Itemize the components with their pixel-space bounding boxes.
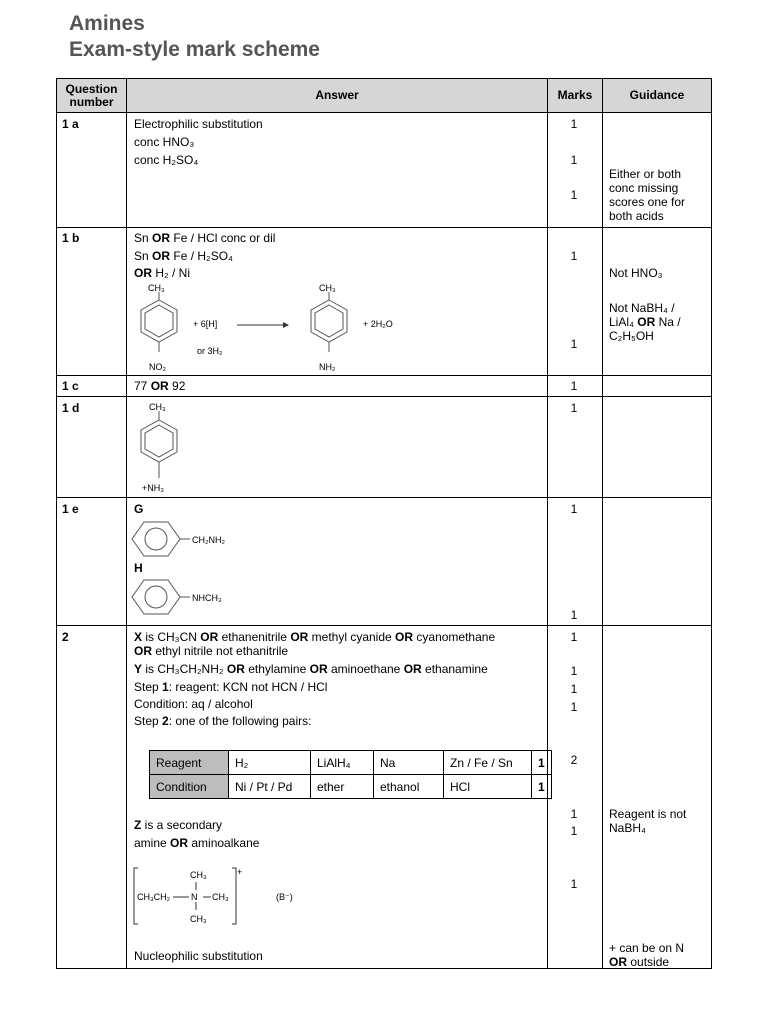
salt-ch3-top: CH₃ — [190, 870, 207, 880]
mark-1a-2: 1 — [570, 153, 578, 167]
table-cell: ether — [311, 775, 374, 799]
question-1e: 1 e — [62, 502, 79, 516]
toluidine-structure — [311, 292, 347, 352]
guidance-2-1a: Reagent is not — [609, 807, 687, 821]
condition-header: Condition — [150, 775, 229, 799]
answer-2-condition: Condition: aq / alcohol — [134, 697, 253, 711]
answer-1b-line1: Sn OR Fe / HCl conc or dil — [134, 231, 276, 245]
guidance-2-2a: + can be on N — [609, 941, 685, 955]
salt-ethyl: CH₃CH₂ — [137, 892, 171, 902]
guidance-1b-2c: C₂H₅OH — [609, 329, 654, 343]
salt-anion: (B⁻) — [276, 892, 293, 902]
table-cell-mark: 1 — [532, 751, 552, 775]
guidance-1b-2a: Not NaBH₄ / — [609, 301, 675, 315]
nh3-label: +NH₃ — [142, 483, 164, 493]
mark-2-5: 2 — [570, 753, 578, 767]
reagent-header: Reagent — [150, 751, 229, 775]
page-subtitle: Exam-style mark scheme — [69, 38, 320, 61]
scheme-ch3-2: CH₃ — [319, 283, 336, 293]
mark-1e-2: 1 — [570, 608, 578, 622]
mark-1d: 1 — [570, 401, 578, 415]
ch3-label: CH₃ — [149, 402, 166, 412]
guidance-1a-l4: both acids — [609, 209, 664, 223]
question-1a: 1 a — [62, 117, 79, 131]
header-answer: Answer — [127, 79, 547, 112]
mark-2-6: 1 — [570, 807, 578, 821]
salt-ch3-right: CH₃ — [212, 892, 229, 902]
table-cell: Ni / Pt / Pd — [229, 775, 311, 799]
scheme-nh2: NH₂ — [319, 362, 336, 372]
reduction-scheme — [127, 280, 417, 375]
benzylamine-structure — [127, 518, 257, 564]
answer-2-z: Z is a secondary — [134, 818, 223, 832]
salt-nitrogen: N — [191, 892, 198, 902]
reagent-condition-table — [149, 750, 552, 799]
table-cell: Zn / Fe / Sn — [444, 751, 532, 775]
answer-1a-line3: conc H₂SO₄ — [134, 153, 199, 167]
answer-1c: 77 OR 92 — [134, 379, 186, 393]
guidance-2-2b: OR outside — [609, 955, 670, 969]
answer-1a-line1: Electrophilic substitution — [134, 117, 263, 131]
mark-2-3: 1 — [570, 682, 578, 696]
header-marks: Marks — [548, 79, 602, 112]
header-guidance: Guidance — [603, 79, 711, 112]
table-cell: HCl — [444, 775, 532, 799]
answer-2-z-line2: amine OR aminoalkane — [134, 836, 260, 850]
answer-2-step1: Step 1: reagent: KCN not HCN / HCl — [134, 680, 328, 694]
scheme-alt-reagent: or 3H₂ — [197, 346, 223, 356]
guidance-1b-1: Not HNO₃ — [609, 266, 663, 280]
question-2: 2 — [62, 630, 69, 644]
question-1d: 1 d — [62, 401, 80, 415]
mark-2-1: 1 — [570, 630, 578, 644]
answer-2-x: X is CH₃CN OR ethanenitrile OR methyl cyanide OR cyanomethane — [134, 630, 496, 644]
guidance-2-1b: NaBH₄ — [609, 821, 646, 835]
guidance-1a-l2: conc missing — [609, 181, 679, 195]
salt-charge: + — [237, 867, 243, 877]
header-question: Question number — [57, 79, 126, 112]
methylaniline-structure — [127, 576, 257, 622]
table-cell: ethanol — [374, 775, 444, 799]
mark-1a-1: 1 — [570, 117, 578, 131]
guidance-1a-l3: scores one for — [609, 195, 686, 209]
table-cell: LiAlH₄ — [311, 751, 374, 775]
table-row — [150, 751, 552, 775]
mark-1e-1: 1 — [570, 502, 578, 516]
answer-2-x-line2: OR ethyl nitrile not ethanitrile — [134, 644, 289, 658]
mark-2-4: 1 — [570, 700, 578, 714]
mark-1c: 1 — [570, 379, 578, 393]
mark-1b-2: 1 — [570, 337, 578, 351]
scheme-reagent: + 6[H] — [193, 319, 218, 329]
salt-ch3-bottom: CH₃ — [190, 914, 207, 924]
toluidinium-structure — [127, 398, 197, 496]
answer-2-y: Y is CH₃CH₂NH₂ OR ethylamine OR aminoethane OR ethanamine — [134, 662, 488, 676]
mark-2-7: 1 — [570, 824, 578, 838]
scheme-no2: NO₂ — [149, 362, 166, 372]
page-title: Amines — [69, 12, 145, 35]
scheme-ch3-1: CH₃ — [148, 283, 165, 293]
ch2nh2-label: CH₂NH₂ — [192, 535, 225, 545]
answer-1b-line3: OR H₂ / Ni — [134, 266, 191, 280]
nitrotoluene-structure — [141, 292, 177, 352]
table-cell-mark: 1 — [532, 775, 552, 799]
answer-1b-line2: Sn OR Fe / H₂SO₄ — [134, 249, 233, 263]
answer-2-mechanism: Nucleophilic substitution — [134, 949, 263, 963]
table-cell: H₂ — [229, 751, 311, 775]
answer-1a-line2: conc HNO₃ — [134, 135, 195, 149]
mark-1b-1: 1 — [570, 249, 578, 263]
nhch3-label: NHCH₃ — [192, 593, 222, 603]
label-h: H — [134, 561, 143, 575]
guidance-1a-l1: Either or both — [609, 167, 682, 181]
mark-2-2: 1 — [570, 664, 578, 678]
table-row — [150, 775, 552, 799]
mark-1a-3: 1 — [570, 188, 578, 202]
scheme-product-water: + 2H₂O — [363, 319, 393, 329]
label-g: G — [134, 502, 144, 516]
answer-2-step2: Step 2: one of the following pairs: — [134, 714, 312, 728]
quaternary-salt-structure — [130, 864, 300, 928]
guidance-1b-2b: LiAl₄ OR Na / — [609, 315, 681, 329]
mark-2-8: 1 — [570, 877, 578, 891]
reaction-arrow — [237, 322, 289, 328]
question-1b: 1 b — [62, 231, 80, 245]
question-1c: 1 c — [62, 379, 79, 393]
table-cell: Na — [374, 751, 444, 775]
